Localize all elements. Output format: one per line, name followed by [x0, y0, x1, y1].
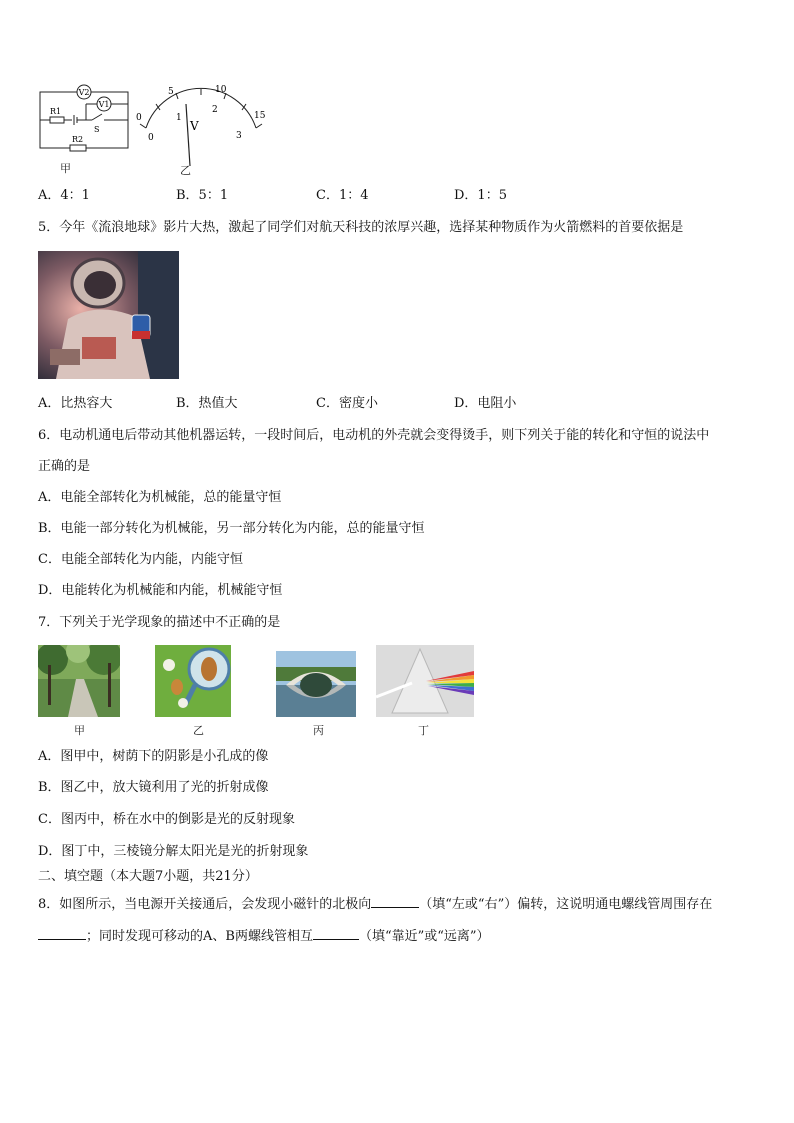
q5-option-d: D．电阻小 — [454, 396, 517, 411]
bottom-scale-2: 2 — [212, 105, 218, 115]
meter-caption: 乙 — [180, 164, 191, 177]
switch-label: S — [94, 125, 100, 134]
q5-option-c: C．密度小 — [316, 396, 378, 411]
bottom-scale-3: 3 — [236, 131, 242, 141]
top-scale-5: 5 — [168, 87, 174, 97]
q5-stem: 5．今年《流浪地球》影片大热，激起了同学们对航天科技的浓厚兴趣，选择某种物质作为火箭燃料的首要依据是 — [38, 220, 684, 235]
top-scale-15: 15 — [254, 111, 266, 121]
q7-image-caption-ding: 丁 — [418, 724, 429, 737]
q7-option-d: D．图丁中，三棱镜分解太阳光是光的折射现象 — [38, 844, 309, 859]
voltmeter-dial — [132, 82, 266, 174]
astronaut-photo — [38, 251, 179, 379]
q4-option-b: B．5：1 — [176, 188, 229, 203]
q6-option-b: B．电能一部分转化为机械能，另一部分转化为内能，总的能量守恒 — [38, 521, 425, 536]
top-scale-10: 10 — [215, 85, 227, 95]
q7-option-c: C．图丙中，桥在水中的倒影是光的反射现象 — [38, 812, 295, 827]
prism-dispersion-diagram — [376, 645, 474, 717]
q8-line2 — [38, 927, 490, 945]
q8-line1-part-b: （填“左或“右”）偏转，这说明通电螺线管周围存在 — [419, 897, 713, 912]
r1-label: R1 — [50, 107, 62, 116]
q5-option-a: A．比热容大 — [38, 396, 113, 411]
q6-option-d: D．电能转化为机械能和内能，机械能守恒 — [38, 583, 283, 598]
q8-blank-2[interactable] — [38, 927, 86, 940]
r2-label: R2 — [72, 135, 84, 144]
q8-blank-3[interactable] — [313, 927, 359, 940]
q7-option-b: B．图乙中，放大镜利用了光的折射成像 — [38, 780, 269, 795]
q8-blank-1[interactable] — [371, 895, 419, 908]
top-scale-0: 0 — [136, 113, 142, 123]
q7-image-caption-jia: 甲 — [74, 724, 85, 737]
q8-line1-part-a: 8．如图所示，当电源开关接通后，会发现小磁针的北极向 — [38, 897, 372, 912]
arch-bridge-photo — [276, 651, 356, 717]
magnifier-bee-photo — [155, 645, 231, 717]
q6-option-c: C．电能全部转化为内能，内能守恒 — [38, 552, 243, 567]
meter-unit: V — [190, 119, 199, 133]
q7-image-caption-yi: 乙 — [193, 724, 204, 737]
q7-image-caption-bing: 丙 — [313, 724, 324, 737]
section-heading: 二、填空题（本大题7小题，共21分） — [38, 869, 258, 884]
circuit-diagram — [36, 82, 132, 174]
bottom-scale-1: 1 — [176, 113, 182, 123]
q4-option-c: C．1：4 — [316, 188, 369, 203]
meter-needle — [186, 104, 190, 166]
q6-option-a: A．电能全部转化为机械能，总的能量守恒 — [38, 490, 282, 505]
q4-option-a: A．4：1 — [38, 188, 90, 203]
q6-stem-line1: 6．电动机通电后带动其他机器运转，一段时间后，电动机的外壳就会变得烫手，则下列关于能的转化和守恒的说法中 — [38, 428, 710, 443]
q4-option-d: D．1：5 — [454, 188, 507, 203]
q6-stem-line2: 正确的是 — [38, 459, 91, 474]
bottom-scale-0: 0 — [148, 133, 154, 143]
q8-line2-part-a: ；同时发现可移动的A、B两螺线管相互 — [86, 929, 313, 944]
v1-label: V1 — [98, 100, 110, 109]
circuit-caption: 甲 — [60, 162, 71, 175]
q8-line2-part-b: （填“靠近”或“远离”） — [358, 929, 490, 944]
q8-line1 — [38, 895, 712, 913]
q7-stem: 7．下列关于光学现象的描述中不正确的是 — [38, 615, 281, 630]
q5-option-b: B．热值大 — [176, 396, 238, 411]
q7-option-a: A．图甲中，树荫下的阴影是小孔成的像 — [38, 749, 269, 764]
v2-label: V2 — [78, 88, 90, 97]
tree-shade-photo — [38, 645, 120, 717]
